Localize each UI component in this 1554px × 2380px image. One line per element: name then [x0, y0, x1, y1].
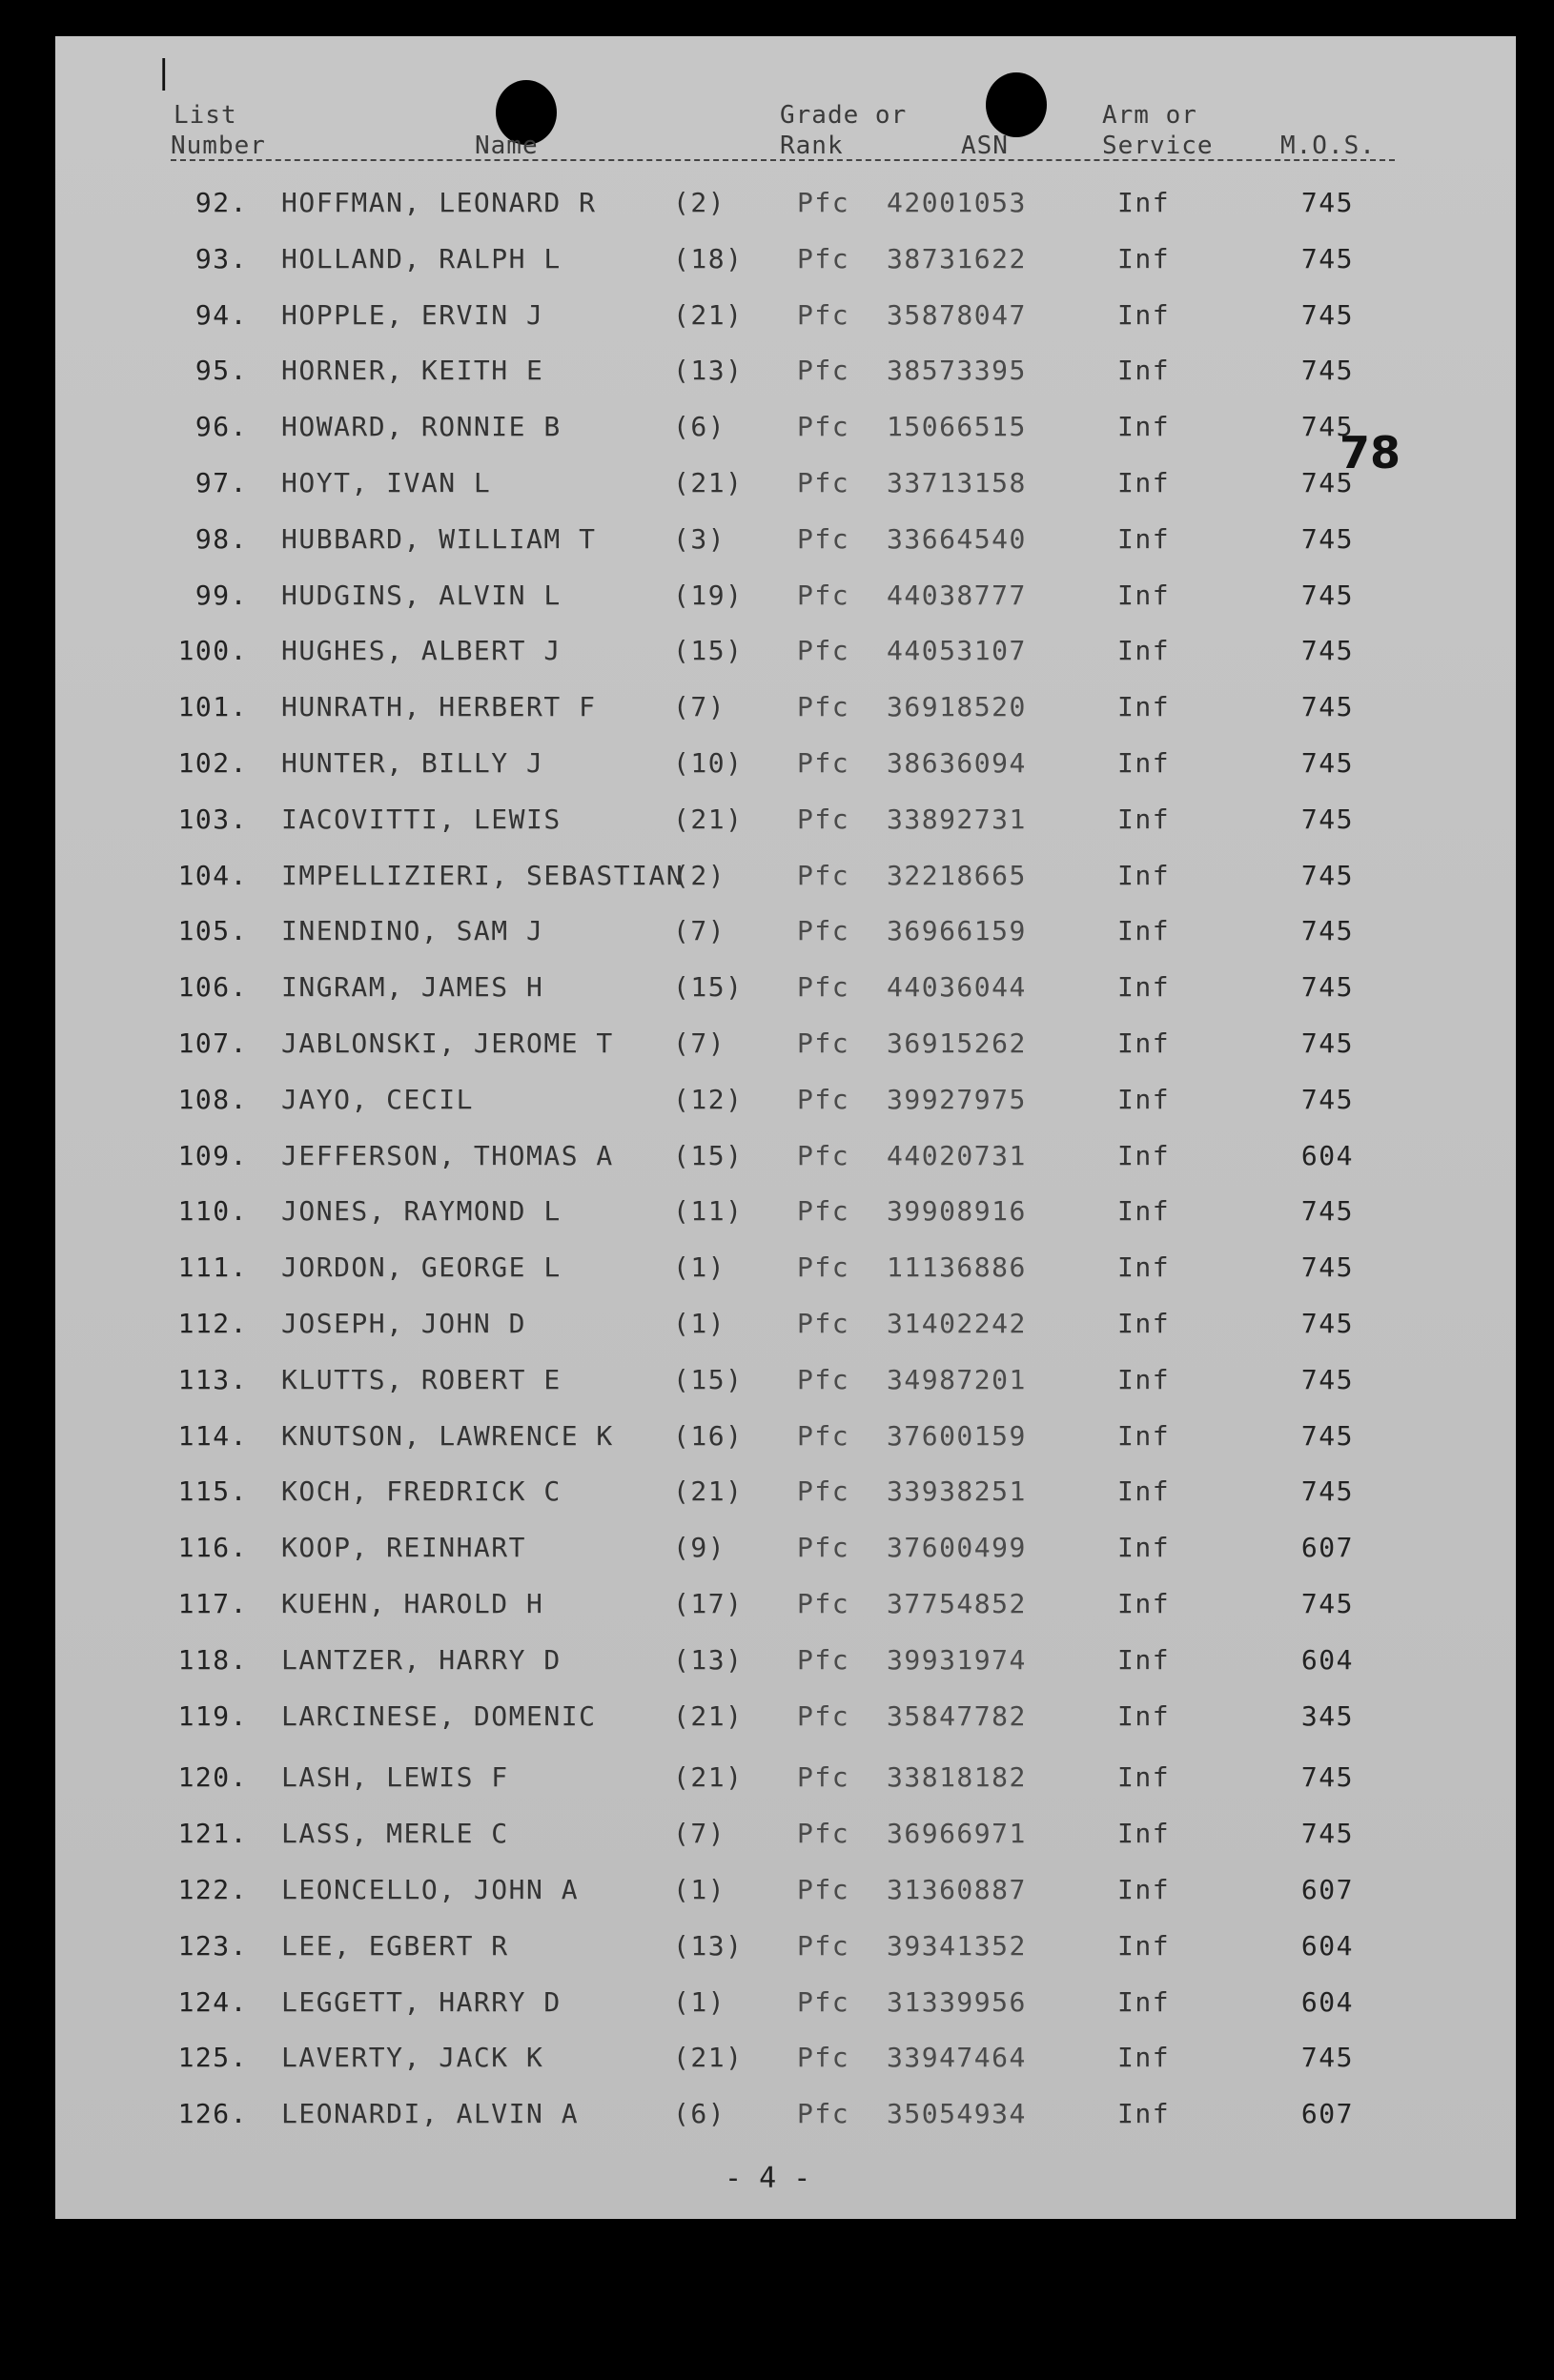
list-number: 94. [194, 298, 248, 331]
table-row [0, 1930, 1554, 1968]
mos-code: 745 [1300, 1588, 1354, 1619]
asn: 33947464 [887, 2042, 1027, 2074]
rank: Pfc [797, 298, 850, 331]
rank: Pfc [797, 1985, 850, 2018]
group-code: (15) [673, 635, 744, 667]
soldier-name: HUNRATH, HERBERT F [281, 691, 597, 723]
list-number: 97. [194, 467, 248, 498]
header-list-label: List [174, 101, 237, 130]
asn: 39341352 [887, 1929, 1027, 1962]
mos-code: 745 [1300, 522, 1354, 555]
group-code: (13) [673, 355, 744, 387]
list-number: 93. [194, 242, 248, 275]
arm-or-service: Inf [1117, 1818, 1171, 1850]
table-row [0, 411, 1554, 449]
arm-or-service: Inf [1117, 298, 1171, 331]
mos-code: 607 [1300, 1532, 1354, 1564]
table-row [0, 299, 1554, 337]
list-number: 116. [177, 1532, 248, 1564]
rank: Pfc [797, 187, 850, 218]
mos-code: 607 [1300, 2098, 1354, 2130]
rank: Pfc [797, 355, 850, 387]
header-rank-label: Rank [780, 132, 844, 160]
table-row [0, 1700, 1554, 1739]
soldier-name: JOSEPH, JOHN D [281, 1308, 527, 1339]
rank: Pfc [797, 691, 850, 723]
rank: Pfc [797, 859, 850, 891]
mos-code: 745 [1300, 635, 1354, 667]
list-number: 119. [177, 1699, 248, 1732]
asn: 36915262 [887, 1027, 1027, 1059]
mos-code: 607 [1300, 1874, 1354, 1905]
table-row [0, 747, 1554, 785]
mos-code: 745 [1300, 1475, 1354, 1508]
rank: Pfc [797, 1929, 850, 1962]
soldier-name: KUEHN, HAROLD H [281, 1588, 544, 1619]
arm-or-service: Inf [1117, 1083, 1171, 1115]
arm-or-service: Inf [1117, 1761, 1171, 1794]
group-code: (7) [673, 691, 726, 723]
arm-or-service: Inf [1117, 803, 1171, 835]
mos-code: 745 [1300, 803, 1354, 835]
table-row [0, 1027, 1554, 1066]
asn: 38573395 [887, 355, 1027, 387]
mos-code: 745 [1300, 859, 1354, 891]
mos-code: 745 [1300, 298, 1354, 331]
group-code: (19) [673, 579, 744, 611]
soldier-name: LARCINESE, DOMENIC [281, 1699, 597, 1732]
asn: 33818182 [887, 1761, 1027, 1794]
table-row [0, 1588, 1554, 1626]
list-number: 126. [177, 2098, 248, 2130]
group-code: (11) [673, 1195, 744, 1228]
arm-or-service: Inf [1117, 242, 1171, 275]
list-number: 121. [177, 1818, 248, 1850]
mos-code: 745 [1300, 915, 1354, 947]
arm-or-service: Inf [1117, 1874, 1171, 1905]
page-number: - 4 - [725, 2162, 811, 2195]
soldier-name: KNUTSON, LAWRENCE K [281, 1419, 614, 1452]
soldier-name: LEE, EGBERT R [281, 1929, 509, 1962]
mos-code: 604 [1300, 1643, 1354, 1676]
asn: 33664540 [887, 522, 1027, 555]
table-row [0, 971, 1554, 1009]
asn: 44020731 [887, 1139, 1027, 1171]
rank: Pfc [797, 1475, 850, 1508]
group-code: (1) [673, 1874, 726, 1905]
group-code: (21) [673, 467, 744, 498]
soldier-name: INGRAM, JAMES H [281, 971, 544, 1004]
rank: Pfc [797, 1761, 850, 1794]
soldier-name: JONES, RAYMOND L [281, 1195, 562, 1228]
asn: 36918520 [887, 691, 1027, 723]
group-code: (6) [673, 2098, 726, 2130]
arm-or-service: Inf [1117, 1475, 1171, 1508]
mos-code: 745 [1300, 1195, 1354, 1228]
arm-or-service: Inf [1117, 1643, 1171, 1676]
table-row [0, 915, 1554, 953]
rank: Pfc [797, 1874, 850, 1905]
mos-code: 745 [1300, 1083, 1354, 1115]
rank: Pfc [797, 411, 850, 443]
group-code: (21) [673, 2042, 744, 2074]
table-row [0, 1818, 1554, 1856]
soldier-name: HOWARD, RONNIE B [281, 411, 562, 443]
arm-or-service: Inf [1117, 1929, 1171, 1962]
arm-or-service: Inf [1117, 355, 1171, 387]
arm-or-service: Inf [1117, 579, 1171, 611]
arm-or-service: Inf [1117, 971, 1171, 1004]
list-number: 99. [194, 579, 248, 611]
soldier-name: IMPELLIZIERI, SEBASTIAN [281, 859, 685, 891]
rank: Pfc [797, 747, 850, 779]
list-number: 113. [177, 1363, 248, 1395]
mos-code: 745 [1300, 1363, 1354, 1395]
table-row [0, 1475, 1554, 1514]
header-mos-label: M.O.S. [1280, 132, 1376, 160]
mos-code: 604 [1300, 1985, 1354, 2018]
arm-or-service: Inf [1117, 411, 1171, 443]
asn: 37600499 [887, 1532, 1027, 1564]
group-code: (3) [673, 522, 726, 555]
rank: Pfc [797, 579, 850, 611]
mos-code: 745 [1300, 1419, 1354, 1452]
asn: 36966971 [887, 1818, 1027, 1850]
group-code: (6) [673, 411, 726, 443]
list-number: 104. [177, 859, 248, 891]
mos-code: 745 [1300, 1818, 1354, 1850]
rank: Pfc [797, 1251, 850, 1284]
table-row [0, 2098, 1554, 2136]
group-code: (12) [673, 1083, 744, 1115]
rank: Pfc [797, 1027, 850, 1059]
group-code: (13) [673, 1643, 744, 1676]
mos-code: 345 [1300, 1699, 1354, 1732]
corner-mark: | [158, 53, 170, 92]
list-number: 112. [177, 1308, 248, 1339]
arm-or-service: Inf [1117, 467, 1171, 498]
mos-code: 604 [1300, 1929, 1354, 1962]
rank: Pfc [797, 915, 850, 947]
group-code: (21) [673, 1699, 744, 1732]
mos-code: 745 [1300, 691, 1354, 723]
list-number: 120. [177, 1761, 248, 1794]
asn: 33892731 [887, 803, 1027, 835]
soldier-name: LEGGETT, HARRY D [281, 1985, 562, 2018]
mos-code: 745 [1300, 355, 1354, 387]
list-number: 102. [177, 747, 248, 779]
group-code: (2) [673, 859, 726, 891]
rank: Pfc [797, 1588, 850, 1619]
mos-code: 745 [1300, 747, 1354, 779]
rank: Pfc [797, 1308, 850, 1339]
list-number: 125. [177, 2042, 248, 2074]
arm-or-service: Inf [1117, 1419, 1171, 1452]
mos-code: 745 [1300, 467, 1354, 498]
list-number: 103. [177, 803, 248, 835]
arm-or-service: Inf [1117, 691, 1171, 723]
table-row [0, 1986, 1554, 2024]
arm-or-service: Inf [1117, 1985, 1171, 2018]
soldier-name: LEONCELLO, JOHN A [281, 1874, 580, 1905]
soldier-name: HUGHES, ALBERT J [281, 635, 562, 667]
list-number: 114. [177, 1419, 248, 1452]
asn: 32218665 [887, 859, 1027, 891]
soldier-name: JAYO, CECIL [281, 1083, 474, 1115]
asn: 35054934 [887, 2098, 1027, 2130]
list-number: 111. [177, 1251, 248, 1284]
arm-or-service: Inf [1117, 635, 1171, 667]
table-row [0, 804, 1554, 842]
group-code: (21) [673, 1761, 744, 1794]
arm-or-service: Inf [1117, 2042, 1171, 2074]
group-code: (17) [673, 1588, 744, 1619]
rank: Pfc [797, 635, 850, 667]
group-code: (15) [673, 971, 744, 1004]
mos-code: 745 [1300, 2042, 1354, 2074]
mos-code: 745 [1300, 242, 1354, 275]
table-row [0, 243, 1554, 281]
table-row [0, 1532, 1554, 1570]
group-code: (21) [673, 803, 744, 835]
arm-or-service: Inf [1117, 1532, 1171, 1564]
mos-code: 604 [1300, 1139, 1354, 1171]
table-row [0, 523, 1554, 561]
table-row [0, 580, 1554, 618]
group-code: (7) [673, 1027, 726, 1059]
soldier-name: HUNTER, BILLY J [281, 747, 544, 779]
group-code: (7) [673, 915, 726, 947]
arm-or-service: Inf [1117, 1139, 1171, 1171]
table-row [0, 691, 1554, 729]
table-row [0, 1084, 1554, 1122]
mos-code: 745 [1300, 187, 1354, 218]
soldier-name: KOCH, FREDRICK C [281, 1475, 562, 1508]
group-code: (13) [673, 1929, 744, 1962]
rank: Pfc [797, 242, 850, 275]
arm-or-service: Inf [1117, 522, 1171, 555]
soldier-name: IACOVITTI, LEWIS [281, 803, 562, 835]
table-row [0, 1420, 1554, 1458]
asn: 11136886 [887, 1251, 1027, 1284]
mos-code: 745 [1300, 971, 1354, 1004]
group-code: (10) [673, 747, 744, 779]
table-row [0, 860, 1554, 898]
asn: 33938251 [887, 1475, 1027, 1508]
table-row [0, 467, 1554, 505]
header-arm-label: Arm or [1102, 101, 1197, 130]
asn: 36966159 [887, 915, 1027, 947]
asn: 31402242 [887, 1308, 1027, 1339]
handwritten-note: 78 [1339, 427, 1401, 478]
table-row [0, 355, 1554, 393]
arm-or-service: Inf [1117, 1308, 1171, 1339]
soldier-name: HUBBARD, WILLIAM T [281, 522, 597, 555]
list-number: 124. [177, 1985, 248, 2018]
rank: Pfc [797, 467, 850, 498]
rank: Pfc [797, 2042, 850, 2074]
asn: 37754852 [887, 1588, 1027, 1619]
table-row [0, 1251, 1554, 1290]
arm-or-service: Inf [1117, 187, 1171, 218]
group-code: (1) [673, 1308, 726, 1339]
asn: 15066515 [887, 411, 1027, 443]
soldier-name: JEFFERSON, THOMAS A [281, 1139, 614, 1171]
group-code: (7) [673, 1818, 726, 1850]
list-number: 109. [177, 1139, 248, 1171]
asn: 35847782 [887, 1699, 1027, 1732]
asn: 31339956 [887, 1985, 1027, 2018]
table-row [0, 1195, 1554, 1233]
soldier-name: LANTZER, HARRY D [281, 1643, 562, 1676]
arm-or-service: Inf [1117, 915, 1171, 947]
soldier-name: HOLLAND, RALPH L [281, 242, 562, 275]
asn: 38731622 [887, 242, 1027, 275]
group-code: (21) [673, 298, 744, 331]
asn: 35878047 [887, 298, 1027, 331]
asn: 44036044 [887, 971, 1027, 1004]
rank: Pfc [797, 971, 850, 1004]
list-number: 101. [177, 691, 248, 723]
list-number: 92. [194, 187, 248, 218]
soldier-name: HORNER, KEITH E [281, 355, 544, 387]
mos-code: 745 [1300, 411, 1354, 443]
table-row [0, 1364, 1554, 1402]
list-number: 122. [177, 1874, 248, 1905]
group-code: (15) [673, 1139, 744, 1171]
asn: 39931974 [887, 1643, 1027, 1676]
soldier-name: HUDGINS, ALVIN L [281, 579, 562, 611]
table-row [0, 1874, 1554, 1912]
list-number: 107. [177, 1027, 248, 1059]
list-number: 98. [194, 522, 248, 555]
soldier-name: JABLONSKI, JEROME T [281, 1027, 614, 1059]
list-number: 100. [177, 635, 248, 667]
group-code: (1) [673, 1251, 726, 1284]
list-number: 118. [177, 1643, 248, 1676]
rank: Pfc [797, 522, 850, 555]
list-number: 110. [177, 1195, 248, 1228]
soldier-name: HOPPLE, ERVIN J [281, 298, 544, 331]
rank: Pfc [797, 1643, 850, 1676]
asn: 38636094 [887, 747, 1027, 779]
rank: Pfc [797, 1083, 850, 1115]
rank: Pfc [797, 1419, 850, 1452]
rank: Pfc [797, 803, 850, 835]
arm-or-service: Inf [1117, 2098, 1171, 2130]
group-code: (2) [673, 187, 726, 218]
soldier-name: HOFFMAN, LEONARD R [281, 187, 597, 218]
table-row [0, 2042, 1554, 2080]
arm-or-service: Inf [1117, 1363, 1171, 1395]
table-row [0, 1644, 1554, 1682]
mos-code: 745 [1300, 579, 1354, 611]
arm-or-service: Inf [1117, 1588, 1171, 1619]
list-number: 123. [177, 1929, 248, 1962]
asn: 33713158 [887, 467, 1027, 498]
list-number: 115. [177, 1475, 248, 1508]
header-divider [171, 159, 1395, 161]
header-name-label: Name [475, 132, 539, 160]
soldier-name: LAVERTY, JACK K [281, 2042, 544, 2074]
soldier-name: JORDON, GEORGE L [281, 1251, 562, 1284]
table-row [0, 635, 1554, 673]
list-number: 106. [177, 971, 248, 1004]
list-number: 108. [177, 1083, 248, 1115]
asn: 31360887 [887, 1874, 1027, 1905]
table-row [0, 1140, 1554, 1178]
punch-hole-right [986, 72, 1047, 137]
arm-or-service: Inf [1117, 859, 1171, 891]
table-row [0, 1761, 1554, 1800]
soldier-name: INENDINO, SAM J [281, 915, 544, 947]
header-asn-label: ASN [961, 132, 1009, 160]
rank: Pfc [797, 1699, 850, 1732]
asn: 34987201 [887, 1363, 1027, 1395]
list-number: 105. [177, 915, 248, 947]
group-code: (15) [673, 1363, 744, 1395]
rank: Pfc [797, 2098, 850, 2130]
table-row [0, 187, 1554, 225]
asn: 44053107 [887, 635, 1027, 667]
arm-or-service: Inf [1117, 747, 1171, 779]
arm-or-service: Inf [1117, 1195, 1171, 1228]
soldier-name: KOOP, REINHART [281, 1532, 527, 1564]
group-code: (9) [673, 1532, 726, 1564]
asn: 39927975 [887, 1083, 1027, 1115]
arm-or-service: Inf [1117, 1027, 1171, 1059]
header-number-label: Number [171, 132, 266, 160]
mos-code: 745 [1300, 1308, 1354, 1339]
arm-or-service: Inf [1117, 1699, 1171, 1732]
table-row [0, 1308, 1554, 1346]
asn: 44038777 [887, 579, 1027, 611]
asn: 42001053 [887, 187, 1027, 218]
soldier-name: HOYT, IVAN L [281, 467, 492, 498]
rank: Pfc [797, 1532, 850, 1564]
header-grade-label: Grade or [780, 101, 908, 130]
list-number: 117. [177, 1588, 248, 1619]
group-code: (18) [673, 242, 744, 275]
soldier-name: LEONARDI, ALVIN A [281, 2098, 580, 2130]
list-number: 95. [194, 355, 248, 387]
soldier-name: KLUTTS, ROBERT E [281, 1363, 562, 1395]
soldier-name: LASH, LEWIS F [281, 1761, 509, 1794]
rank: Pfc [797, 1195, 850, 1228]
soldier-name: LASS, MERLE C [281, 1818, 509, 1850]
header-service-label: Service [1102, 132, 1214, 160]
rank: Pfc [797, 1818, 850, 1850]
mos-code: 745 [1300, 1761, 1354, 1794]
asn: 39908916 [887, 1195, 1027, 1228]
rank: Pfc [797, 1139, 850, 1171]
asn: 37600159 [887, 1419, 1027, 1452]
mos-code: 745 [1300, 1027, 1354, 1059]
group-code: (16) [673, 1419, 744, 1452]
rank: Pfc [797, 1363, 850, 1395]
group-code: (1) [673, 1985, 726, 2018]
group-code: (21) [673, 1475, 744, 1508]
list-number: 96. [194, 411, 248, 443]
arm-or-service: Inf [1117, 1251, 1171, 1284]
mos-code: 745 [1300, 1251, 1354, 1284]
